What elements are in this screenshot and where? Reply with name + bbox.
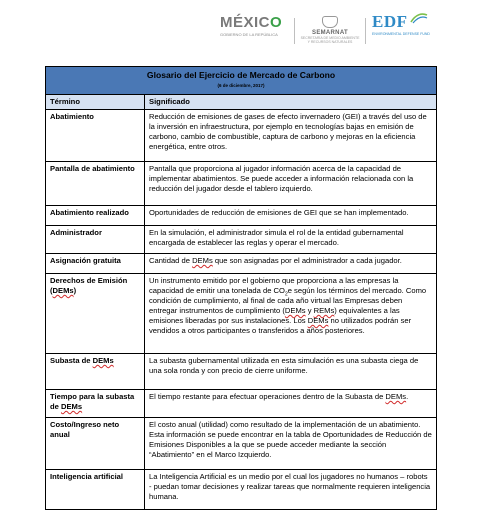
table-row bbox=[46, 390, 437, 418]
meaning-cell: Cantidad de DEMs que son asignadas por el administrador a cada jugador. bbox=[145, 254, 437, 274]
table-title-row bbox=[46, 67, 437, 95]
mexico-logo bbox=[220, 14, 290, 48]
edf-logo bbox=[372, 12, 432, 48]
meaning-cell: Pantalla que proporciona al jugador información acerca de la capacidad de implementar abatimientos. Se puede acceder a información relacionada con la reducción del jugador desde el tablero izquierdo. bbox=[145, 162, 437, 206]
term-cell: Costo/Ingreso neto anual bbox=[46, 418, 145, 470]
term-cell: Inteligencia artificial bbox=[46, 470, 145, 510]
meaning-cell: El tiempo restante para efectuar operaciones dentro de la Subasta de DEMs. bbox=[145, 390, 437, 418]
semarnat-logo bbox=[300, 16, 360, 46]
table-row bbox=[46, 354, 437, 390]
table-row bbox=[46, 226, 437, 254]
column-header-meaning: Significado bbox=[145, 95, 437, 110]
term-cell: Abatimiento bbox=[46, 110, 145, 162]
meaning-cell: Reducción de emisiones de gases de efecto invernadero (GEI) a través del uso de la inversión en infraestructura, por ejemplo en tecnologías bajas en emisión de carbono, cambio de combustible, captura de carbono y mejoras en la eficiencia energética, entre otros. bbox=[145, 110, 437, 162]
term-cell: Subasta de DEMs bbox=[46, 354, 145, 390]
header-logos bbox=[220, 10, 440, 50]
table-title-cell bbox=[46, 67, 437, 95]
table-date: (6 de diciembre, 2017) bbox=[217, 83, 265, 88]
mexico-logo-wordmark: MÉXICO bbox=[220, 14, 283, 31]
table-title: Glosario del Ejercicio de Mercado de Carbono bbox=[146, 70, 336, 80]
edf-logo-wordmark: EDF bbox=[372, 12, 408, 31]
logo-divider bbox=[365, 18, 366, 44]
term-cell: Tiempo para la subasta de DEMs bbox=[46, 390, 145, 418]
term-cell: Pantalla de abatimiento bbox=[46, 162, 145, 206]
term-cell: Derechos de Emisión (DEMs) bbox=[46, 274, 145, 354]
semarnat-emblem-icon bbox=[322, 16, 338, 28]
semarnat-logo-subtitle: SECRETARÍA DE MEDIO AMBIENTE Y RECURSOS NATURALES bbox=[300, 36, 360, 44]
edf-logo-subtitle: ENVIRONMENTAL DEFENSE FUND bbox=[372, 32, 430, 36]
table-row bbox=[46, 470, 437, 510]
table-row bbox=[46, 254, 437, 274]
term-cell: Abatimiento realizado bbox=[46, 206, 145, 226]
edf-swoosh-icon bbox=[410, 12, 428, 24]
term-cell: Administrador bbox=[46, 226, 145, 254]
table-row bbox=[46, 110, 437, 162]
table-header-row bbox=[46, 95, 437, 110]
table-row bbox=[46, 206, 437, 226]
column-header-term: Término bbox=[46, 95, 145, 110]
table-row bbox=[46, 274, 437, 354]
meaning-cell: El costo anual (utilidad) como resultado de la implementación de un abatimiento. Esta información se puede encontrar en la tabla de Oportunidades de Reducción de Emisiones Disponibles a la que se puede acceder mediante la sección “Abatimiento” en el Marco Izquierdo. bbox=[145, 418, 437, 470]
logo-divider bbox=[294, 18, 295, 44]
table-row bbox=[46, 418, 437, 470]
meaning-cell: En la simulación, el administrador simula el rol de la entidad gubernamental encargada de establecer las reglas y operar el mercado. bbox=[145, 226, 437, 254]
semarnat-logo-wordmark: SEMARNAT bbox=[312, 30, 348, 36]
meaning-cell: Oportunidades de reducción de emisiones de GEI que se han implementado. bbox=[145, 206, 437, 226]
mexico-logo-subtitle: GOBIERNO DE LA REPÚBLICA bbox=[220, 32, 278, 37]
meaning-cell: La subasta gubernamental utilizada en esta simulación es una subasta ciega de una sola ronda y con precio de cierre uniforme. bbox=[145, 354, 437, 390]
table-row bbox=[46, 162, 437, 206]
glossary-table bbox=[45, 66, 437, 510]
meaning-cell: La Inteligencia Artificial es un medio por el cual los jugadores no humanos – robots - puedan tomar decisiones y realizar tareas que normalmente requieren inteligencia humana. bbox=[145, 470, 437, 510]
meaning-cell: Un instrumento emitido por el gobierno que proporciona a las empresas la capacidad de emitir una tonelada de $CO_2e$ según los términos del mercado. Como condición de cumplimiento, al final de cada año virtual las Empresas deben entregar instrumentos de cumplimiento (DEMs y REMs) equivalentes a las emisiones liberadas por sus instalaciones. Los DEMs no utilizados podrán ser vendidos a otros participantes o transferidos a años posteriores. bbox=[145, 274, 437, 354]
term-cell: Asignación gratuita bbox=[46, 254, 145, 274]
